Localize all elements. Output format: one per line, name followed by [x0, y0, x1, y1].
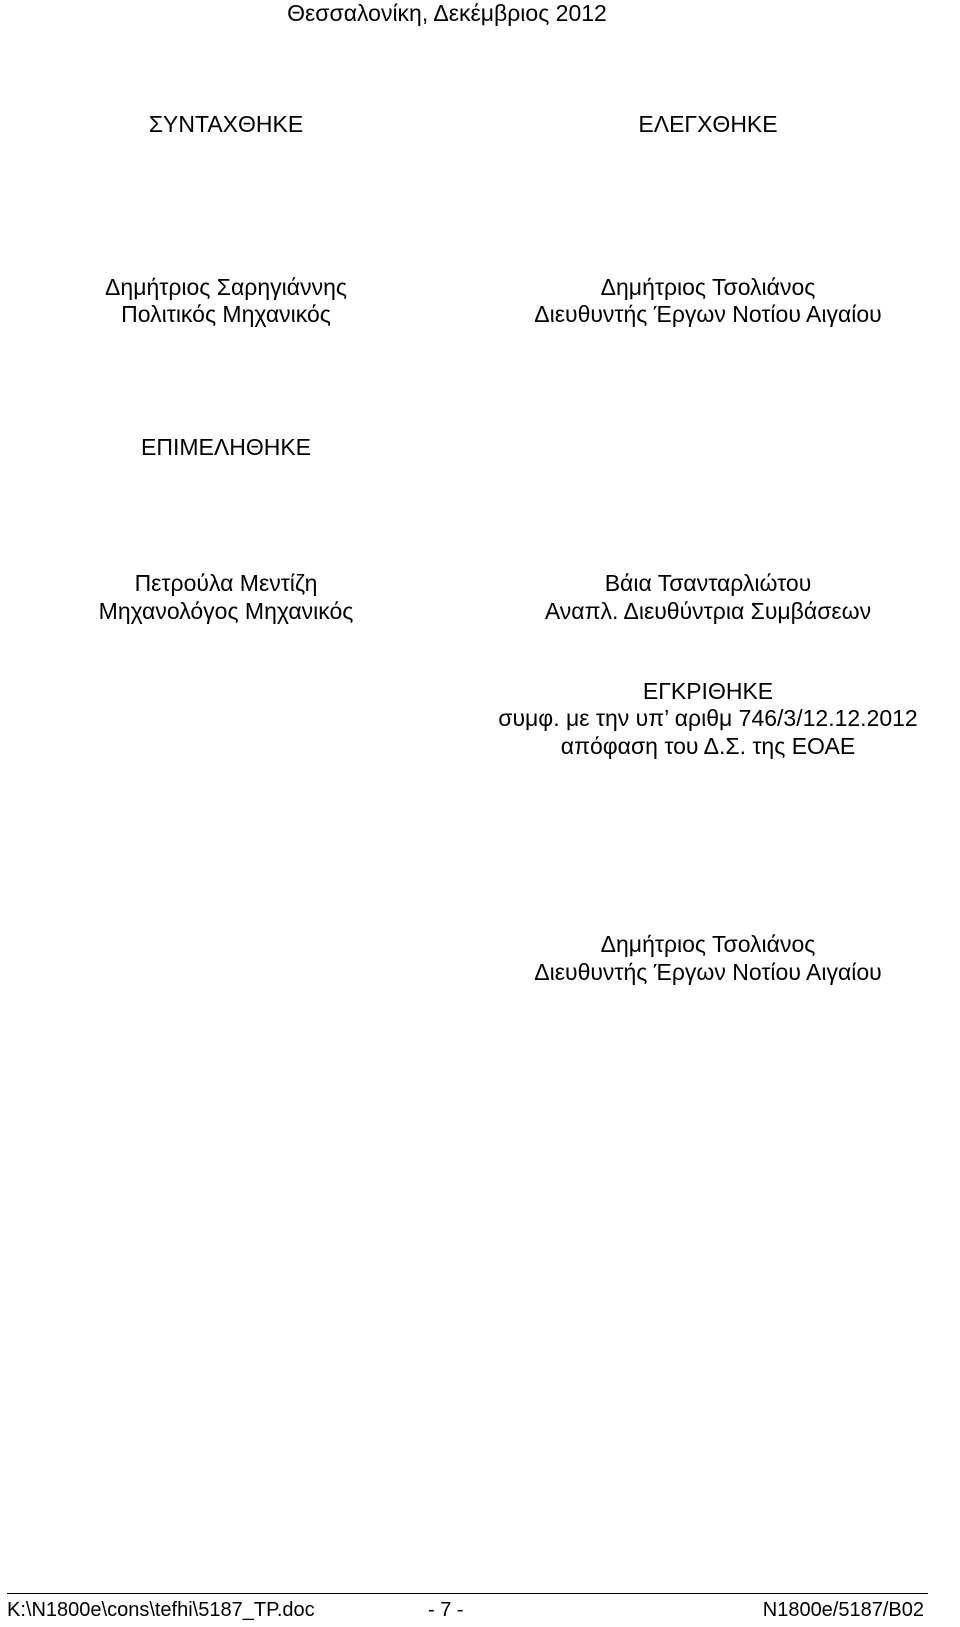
approved-name: Δημήτριος Τσολιάνος	[600, 931, 816, 957]
checked-name: Δημήτριος Τσολιάνος	[600, 274, 816, 300]
compiled-role: Πολιτικός Μηχανικός	[121, 301, 331, 327]
edited-second-role: Αναπλ. Διευθύντρια Συμβάσεων	[544, 598, 872, 624]
checked-role: Διευθυντής Έργων Νοτίου Αιγαίου	[534, 301, 882, 327]
edited-name: Πετρούλα Μεντίζη	[134, 570, 318, 596]
approved-role: Διευθυντής Έργων Νοτίου Αιγαίου	[534, 959, 882, 985]
footer-page-number: - 7 -	[428, 1599, 464, 1621]
checked-heading: ΕΛΕΓΧΘΗΚΕ	[638, 111, 778, 137]
edited-second-name: Βάια Τσανταρλιώτου	[604, 570, 812, 596]
footer-file-path: K:\N1800e\cons\tefhi\5187_TP.doc	[7, 1599, 315, 1621]
footer-rule	[7, 1593, 928, 1594]
approved-decision-line2: απόφαση του Δ.Σ. της ΕΟΑΕ	[560, 733, 856, 759]
place-date: Θεσσαλονίκη, Δεκέμβριος 2012	[287, 0, 607, 26]
footer-doc-code: N1800e/5187/B02	[762, 1599, 924, 1621]
compiled-name: Δημήτριος Σαρηγιάννης	[105, 274, 347, 300]
edited-role: Μηχανολόγος Μηχανικός	[98, 598, 354, 624]
approved-decision-line1: συμφ. με την υπ’ αριθμ 746/3/12.12.2012	[498, 705, 918, 731]
approved-heading: ΕΓΚΡΙΘΗΚΕ	[642, 678, 774, 704]
compiled-heading: ΣΥΝΤΑΧΘΗΚΕ	[148, 111, 304, 137]
edited-heading: ΕΠΙΜΕΛΗΘΗΚΕ	[141, 434, 311, 460]
